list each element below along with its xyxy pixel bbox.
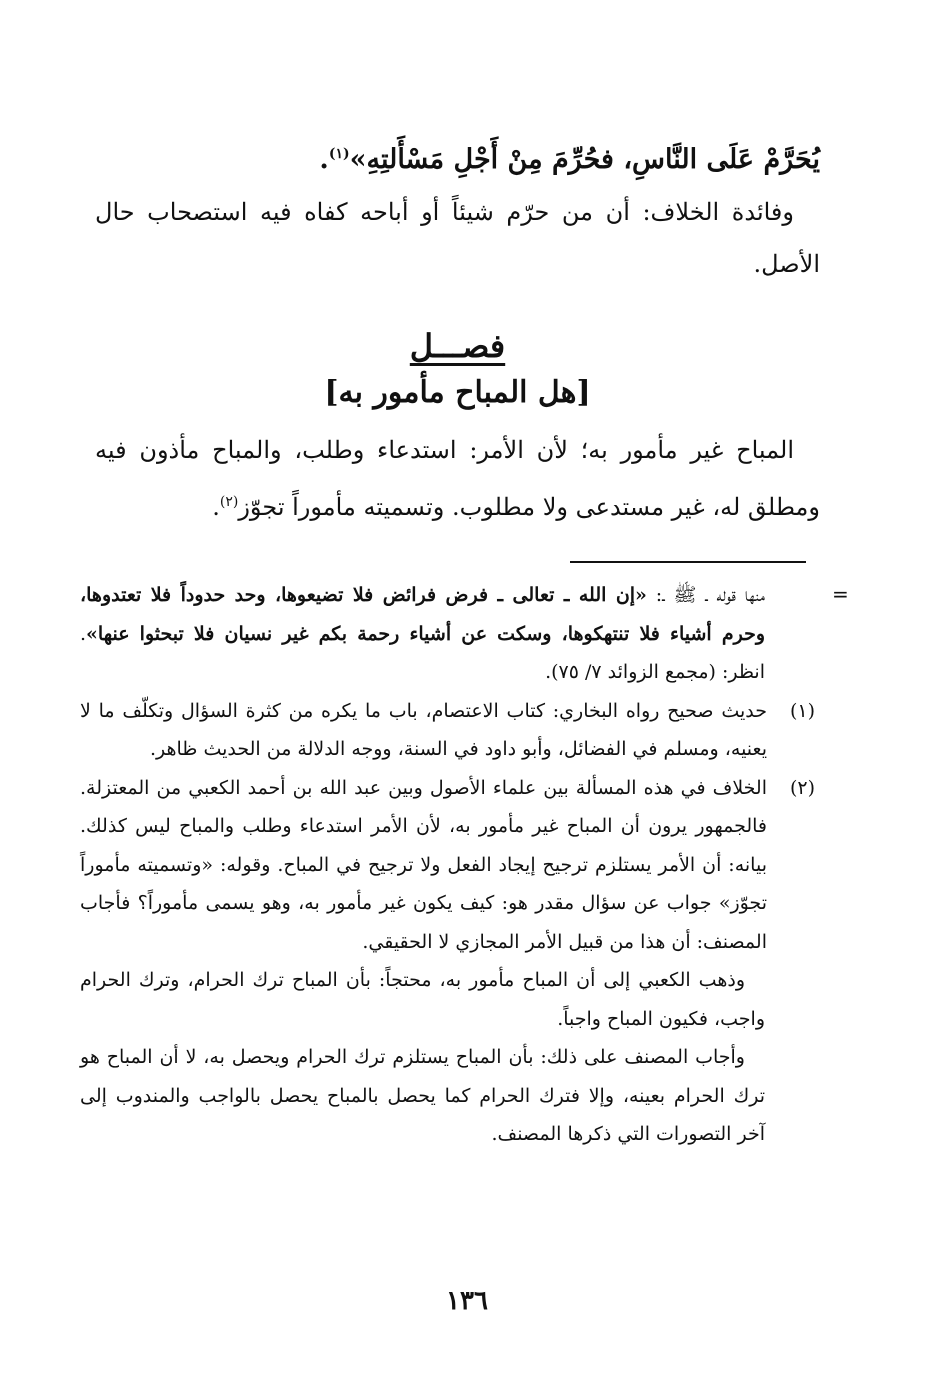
section-title: فصـــل: [409, 327, 506, 365]
paragraph-mubah: [95, 424, 820, 533]
section-subtitle: [هل المباح مأمور به]: [324, 375, 591, 410]
main-text: [95, 128, 820, 533]
footnote-2: [80, 769, 815, 962]
footnote-continuation: [80, 576, 815, 692]
paragraph-end: .: [212, 493, 220, 521]
footnote-number: (٢): [789, 776, 815, 799]
continuation-mark: =: [832, 582, 849, 606]
continuation-tail: . انظر: (مجمع الزوائد ٧/ ٧٥).: [80, 622, 765, 683]
footnotes: [80, 576, 815, 1154]
footnote-text: حديث صحيح رواه البخاري: كتاب الاعتصام، باب ما يكره من كثرة السؤال وتكلّف ما لا يعنيه، ومسلم في الفضائل، وأبو داود في السنة، ووجه الدلالة من الحديث ظاهر.: [80, 699, 767, 760]
footnote-1: [80, 692, 815, 769]
paragraph-mubah-text: المباح غير مأمور به؛ لأن الأمر: استدعاء وطلب، والمباح مأذون فيه ومطلق له، غير مستدعى ولا مطلوب. وتسميته مأموراً تجوّز: [95, 436, 820, 521]
hadith-text: يُحَرَّمْ عَلَى النَّاسِ، فحُرِّمَ مِنْ أَجْلِ مَسْأَلتِهِ»: [349, 144, 820, 175]
footnote-number: (١): [789, 699, 815, 722]
footnote-2-paragraph-reply: وأجاب المصنف على ذلك: بأن المباح يستلزم ترك الحرام ويحصل به، لا أن المباح هو ترك الحرام بعينه، وإلا فترك الحرام كما يحصل بالمباح يحصل بالواجب والمندوب إلى آخر التصورات التي ذكرها المصنف.: [80, 1046, 765, 1145]
continuation-intro: منها قوله ـ ﷺ ـ:: [646, 584, 765, 606]
footnote-ref-2[interactable]: (٢): [219, 494, 239, 510]
footnote-2-paragraph-kabi: وذهب الكعبي إلى أن المباح مأمور به، محتجاً: بأن المباح ترك الحرام، وترك الحرام واجب، فكيون المباح واجباً.: [80, 969, 765, 1030]
continuation-hadith: «إن الله ـ تعالى ـ فرض فرائض فلا تضيعوها، وحد حدوداً فلا تعتدوها، وحرم أشياء فلا تنتهكوها، وسكت عن أشياء رحمة بكم غير نسيان فلا تبحثوا عنها»: [80, 584, 765, 645]
footnote-text: الخلاف في هذه المسألة بين علماء الأصول وبين عبد الله بن أحمد الكعبي من المعتزلة. فالجمهور يرون أن المباح غير مأمور به، لأن الأمر استدعاء وطلب والمباح ليس كذلك. بيانه: أن الأمر يستلزم ترجيح إيجاد الفعل ولا ترجيح في المباح. وقوله: «وتسميته مأموراً تجوّز» جواب عن سؤال مقدر هو: كيف يكون غير مأمور به، وهو يسمى مأموراً؟ فأجاب المصنف: أن هذا من قبيل الأمر المجازي لا الحقيقي.: [80, 776, 767, 953]
footnote-separator: [570, 561, 806, 563]
footnote-ref-1[interactable]: (١): [328, 146, 350, 162]
paragraph-benefit: وفائدة الخلاف: أن من حرّم شيئاً أو أباحه كفاه فيه استصحاب حال الأصل.: [95, 198, 820, 278]
hadith-ending: يُحَرَّمْ عَلَى النَّاسِ، فحُرِّمَ مِنْ أَجْلِ مَسْأَلتِهِ»$^{(١)}$.: [319, 144, 820, 175]
page-number: ١٣٦: [446, 1286, 488, 1316]
